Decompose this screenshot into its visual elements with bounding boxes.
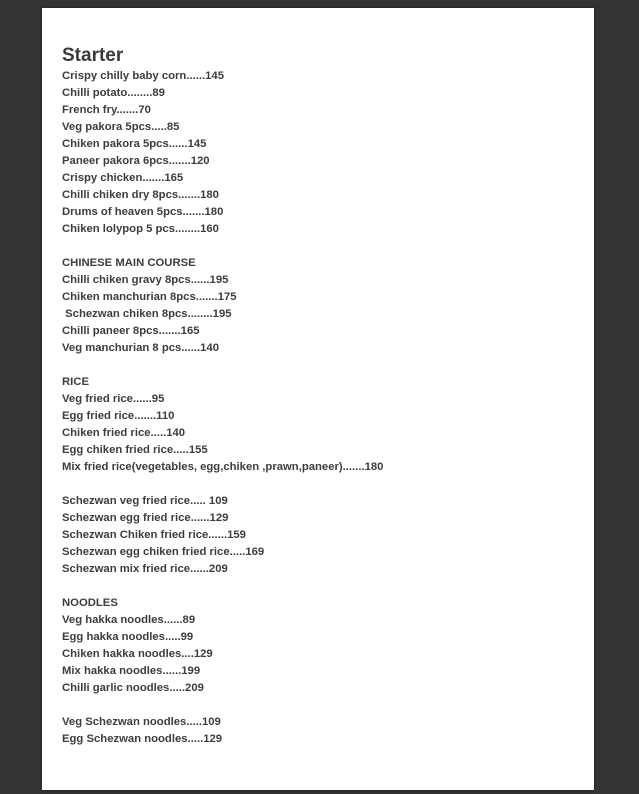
- menu-line: Veg manchurian 8 pcs......140: [62, 342, 219, 354]
- menu-line: Schezwan chiken 8pcs........195: [62, 308, 232, 320]
- page-content: [62, 44, 584, 748]
- menu-line: Chilli potato........89: [62, 87, 165, 99]
- menu-line: Chiken lolypop 5 pcs........160: [62, 223, 219, 235]
- menu-line: Chilli garlic noodles.....209: [62, 682, 204, 694]
- blank-line: [62, 476, 584, 493]
- menu-line: Schezwan egg fried rice......129: [62, 512, 229, 524]
- menu-line: Egg hakka noodles.....99: [62, 631, 194, 643]
- menu-line: Crispy chicken.......165: [62, 172, 184, 184]
- menu-line: Chilli chiken dry 8pcs.......180: [62, 189, 219, 201]
- menu-line: NOODLES: [62, 597, 118, 609]
- menu-line: Chiken pakora 5pcs......145: [62, 138, 207, 150]
- menu-line: Crispy chilly baby corn......145: [62, 70, 224, 82]
- menu-line: Schezwan mix fried rice......209: [62, 563, 228, 575]
- menu-line: Schezwan Chiken fried rice......159: [62, 529, 246, 541]
- menu-line: Veg fried rice......95: [62, 393, 165, 405]
- menu-line: Drums of heaven 5pcs.......180: [62, 206, 224, 218]
- menu-line: CHINESE MAIN COURSE: [62, 257, 196, 269]
- menu-line: RICE: [62, 376, 89, 388]
- menu-line: Mix hakka noodles......199: [62, 665, 201, 677]
- menu-line: Veg hakka noodles......89: [62, 614, 196, 626]
- menu-line: Egg Schezwan noodles.....129: [62, 733, 223, 745]
- blank-line: [62, 357, 584, 374]
- blank-line: [62, 238, 584, 255]
- menu-line: French fry.......70: [62, 104, 151, 116]
- menu-line: Veg Schezwan noodles.....109: [62, 716, 221, 728]
- menu-line: Chiken manchurian 8pcs.......175: [62, 291, 237, 303]
- menu-line: Mix fried rice(vegetables, egg,chiken ,prawn,paneer).......180: [62, 461, 384, 473]
- menu-line: Egg chiken fried rice.....155: [62, 444, 208, 456]
- page-title: Starter: [62, 45, 124, 66]
- menu-lines: [62, 68, 584, 748]
- document-page: [42, 8, 594, 790]
- blank-line: [62, 697, 584, 714]
- blank-line: [62, 578, 584, 595]
- menu-line: Paneer pakora 6pcs.......120: [62, 155, 210, 167]
- menu-line: Chiken fried rice.....140: [62, 427, 186, 439]
- menu-line: Chiken hakka noodles....129: [62, 648, 213, 660]
- menu-line: Chilli paneer 8pcs.......165: [62, 325, 200, 337]
- menu-line: Schezwan egg chiken fried rice.....169: [62, 546, 265, 558]
- menu-line: Veg pakora 5pcs.....85: [62, 121, 180, 133]
- menu-line: Schezwan veg fried rice..... 109: [62, 495, 228, 507]
- menu-line: Chilli chiken gravy 8pcs......195: [62, 274, 229, 286]
- menu-line: Egg fried rice.......110: [62, 410, 175, 422]
